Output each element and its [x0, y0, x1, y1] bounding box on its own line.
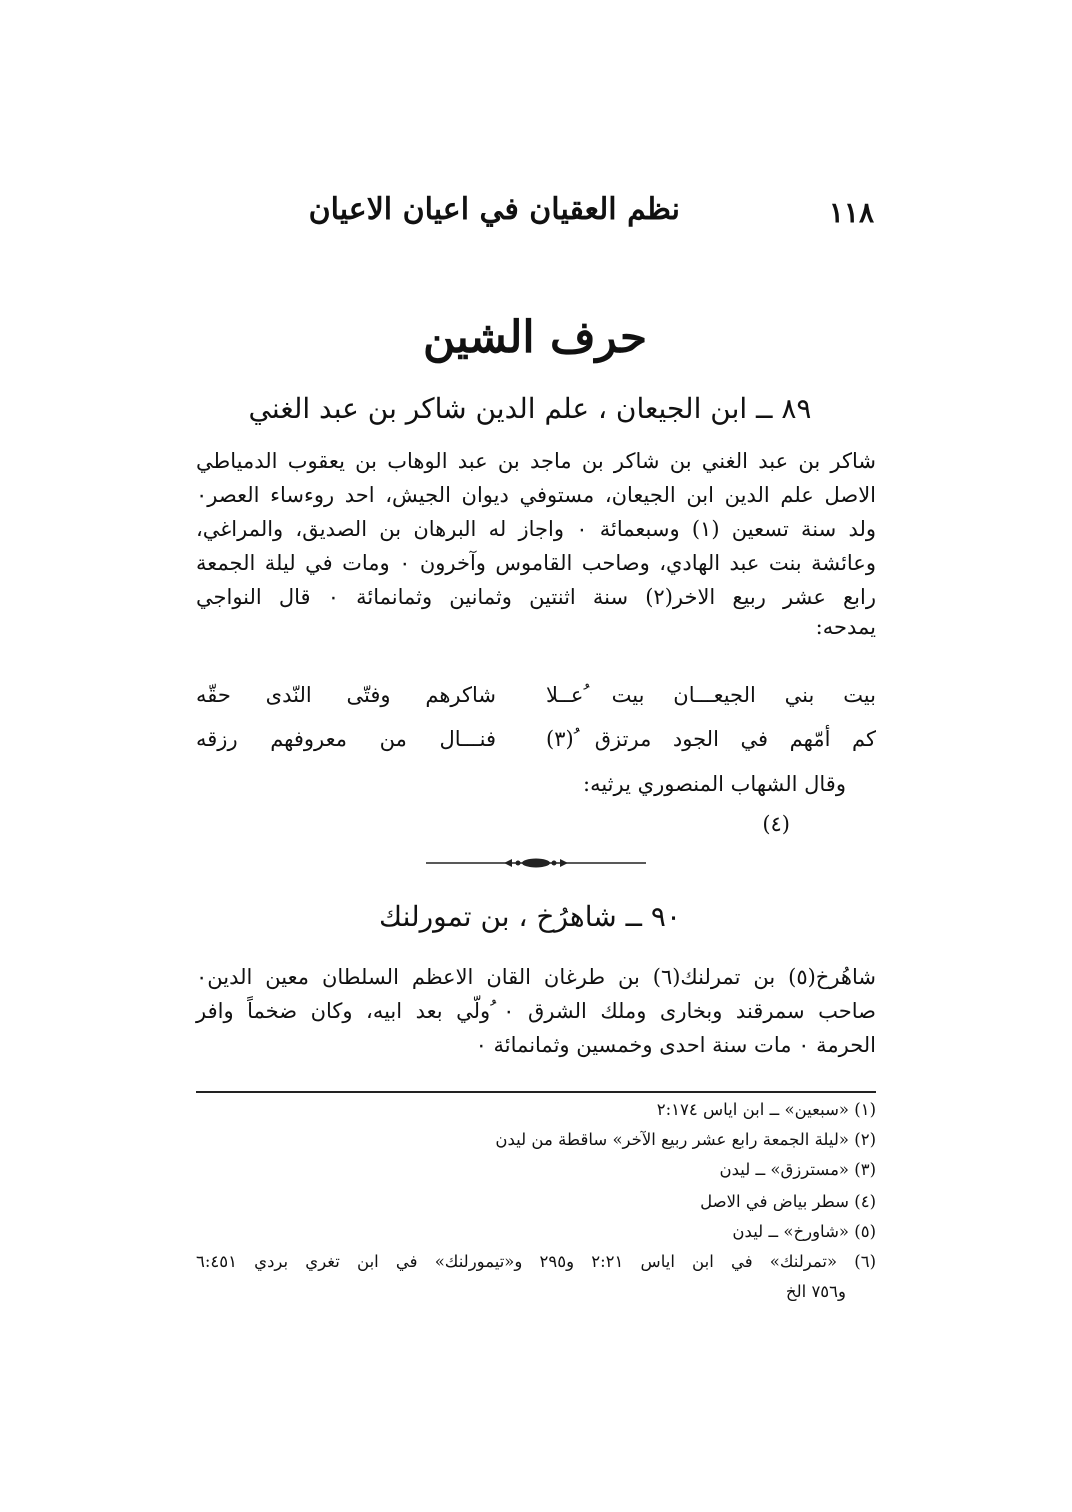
entry-body: [196, 444, 876, 640]
footnote: (٤) سطر بياض في الاصل: [700, 1192, 876, 1211]
body-line: ولد سنة تسعين (١) وسبعمائة ٠ واجاز له البرهان بن الصديق، والمراغي،: [196, 517, 877, 541]
entry-body: [196, 960, 876, 1062]
footnote: (١) «سبعين» ــ ابن اياس ٢:١٧٤: [656, 1100, 876, 1119]
running-title: نظم العقيان في اعيان الاعيان: [308, 192, 680, 227]
verse-line: [196, 683, 876, 717]
body-line: رابع عشر ربيع الاخر(٢) سنة اثنتين وثمانين وثمانمائة ٠ قال النواجي: [196, 585, 876, 609]
after-verses-line: وقال الشهاب المنصوري يرثيه:: [583, 772, 846, 796]
footnote-continuation: و٧٥٦ الخ: [785, 1282, 846, 1301]
page-number: ١١٨: [828, 196, 874, 229]
footnote-separator: [196, 1091, 876, 1093]
footnote: (٦) «تمرلنك» في ابن اياس ٢:٢١ و٢٩٥ و«تيمورلنك» في ابن تغري بردي ٦:٤٥١: [196, 1252, 876, 1271]
footnote: (٥) «شاورخ» ــ ليدن: [732, 1222, 876, 1241]
entry-heading: ٩٠ ــ شاهرُخ ، بن تمورلنك: [379, 900, 681, 933]
verse-second-hemistich: فنـــال من معروفهم رزقه: [196, 727, 496, 751]
entry-heading: ٨٩ ــ ابن الجيعان ، علم الدين شاكر بن عبد الغني: [248, 392, 812, 425]
body-line: صاحب سمرقند وبخارى وملك الشرق ٠ ُولّي بعد ابيه، وكان ضخماً وافر: [196, 999, 877, 1023]
ornament-divider: [426, 856, 646, 870]
body-line: شاكر بن عبد الغني بن شاكر بن ماجد بن عبد الوهاب بن يعقوب الدمياطي: [196, 449, 876, 473]
body-line: شاهُرخ(٥) بن تمرلنك(٦) بن طرغان القان الاعظم السلطان معين الدين٠: [196, 965, 876, 989]
body-line: الاصل علم الدين ابن الجيعان، مستوفي ديوان الجيش، احد روءساء العصر٠: [196, 483, 876, 507]
verse-line: [196, 727, 876, 761]
footnote: (٣) «مسترزق» ــ ليدن: [719, 1160, 876, 1179]
body-line: يمدحه:: [815, 615, 876, 639]
body-line: وعائشة بنت عبد الهادي، وصاحب القاموس وآخرون ٠ ومات في ليلة الجمعة: [196, 551, 876, 575]
verse-first-hemistich: بيت بني الجيعـــان بيت ُعــلا: [546, 683, 876, 707]
footnote: (٢) «ليلة الجمعة رابع عشر ربيع الآخر» ساقطة من ليدن: [495, 1130, 876, 1149]
body-line: الحرمة ٠ مات سنة احدى وخمسين وثمانمائة ٠: [475, 1033, 876, 1057]
verse-first-hemistich: كم أمّهم في الجود مرتزق ُ(٣): [546, 727, 876, 751]
blank-note-marker: (٤): [762, 812, 790, 836]
section-title: حرف الشين: [422, 312, 648, 363]
verse-second-hemistich: شاكرهم وفتّى النّدى حقّه: [196, 683, 496, 707]
